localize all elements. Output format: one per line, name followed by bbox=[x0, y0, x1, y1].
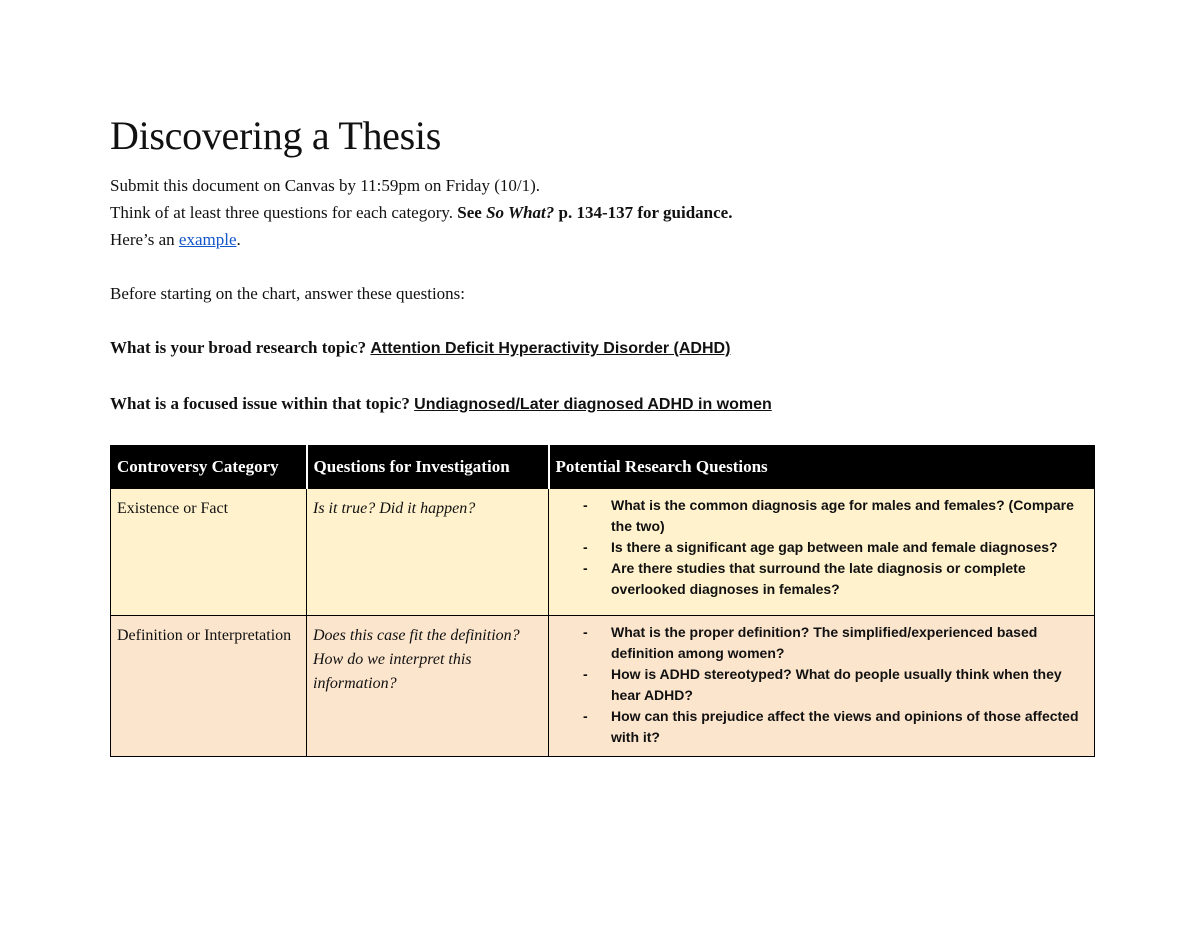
list-item bbox=[559, 706, 1088, 748]
research-question-text: What is the proper definition? The simplified/experienced based definition among women? bbox=[611, 624, 1038, 661]
research-question-text: How is ADHD stereotyped? What do people usually think when they hear ADHD? bbox=[611, 666, 1062, 703]
bullet-dash: - bbox=[583, 708, 588, 724]
list-item bbox=[559, 558, 1088, 600]
intro-line-2-text: Think of at least three questions for each category. bbox=[110, 203, 458, 222]
broad-topic-question bbox=[110, 334, 1094, 362]
header-potential-research-questions: Potential Research Questions bbox=[549, 446, 1095, 489]
table-row bbox=[111, 616, 1095, 757]
research-question-list bbox=[559, 622, 1088, 748]
example-link[interactable]: example bbox=[178, 230, 237, 249]
research-questions-cell[interactable] bbox=[549, 489, 1095, 616]
guiding-question-cell[interactable]: Is it true? Did it happen? bbox=[307, 489, 549, 616]
intro-line-3-post: . bbox=[236, 230, 241, 249]
bullet-dash: - bbox=[583, 624, 588, 640]
table-row bbox=[111, 489, 1095, 616]
research-question-text: Is there a significant age gap between male and female diagnoses? bbox=[611, 539, 1058, 555]
document-page bbox=[110, 108, 1094, 745]
focused-issue-question bbox=[110, 390, 1094, 418]
document-title: Discovering a Thesis bbox=[110, 113, 441, 158]
intro-block bbox=[110, 172, 1094, 253]
intro-line-1: Submit this document on Canvas by 11:59pm on Friday (10/1). bbox=[110, 176, 541, 195]
guiding-question-cell[interactable]: Does this case fit the definition? How do we interpret this information? bbox=[307, 616, 549, 757]
before-chart-instruction: Before starting on the chart, answer these questions: bbox=[110, 284, 466, 303]
guidance-pages: p. 134-137 for guidance. bbox=[554, 203, 733, 222]
bullet-dash: - bbox=[583, 539, 588, 555]
category-cell[interactable]: Definition or Interpretation bbox=[111, 616, 307, 757]
guidance-note bbox=[457, 203, 732, 222]
guidance-see: See bbox=[457, 203, 487, 222]
research-question-text: How can this prejudice affect the views and opinions of those affected with it? bbox=[611, 708, 1079, 745]
list-item bbox=[559, 664, 1088, 706]
header-questions-for-investigation: Questions for Investigation bbox=[307, 446, 549, 489]
bullet-dash: - bbox=[583, 497, 588, 513]
focused-issue-label: What is a focused issue within that topic? bbox=[110, 394, 410, 413]
broad-topic-answer[interactable]: Attention Deficit Hyperactivity Disorder (ADHD) bbox=[370, 340, 731, 357]
research-question-text: Are there studies that surround the late diagnosis or complete overlooked diagnoses in females? bbox=[611, 560, 1026, 597]
book-title: So What? bbox=[486, 203, 555, 222]
list-item bbox=[559, 495, 1088, 537]
list-item bbox=[559, 622, 1088, 664]
focused-issue-answer[interactable]: Undiagnosed/Later diagnosed ADHD in women bbox=[414, 396, 772, 413]
list-item bbox=[559, 537, 1088, 558]
header-controversy-category: Controversy Category bbox=[111, 446, 307, 489]
chart-header-row bbox=[111, 446, 1095, 489]
controversy-chart bbox=[110, 445, 1095, 757]
intro-line-2 bbox=[110, 199, 1094, 226]
category-cell[interactable]: Existence or Fact bbox=[111, 489, 307, 616]
research-question-list bbox=[559, 495, 1088, 600]
intro-line-3 bbox=[110, 226, 1094, 253]
bullet-dash: - bbox=[583, 666, 588, 682]
intro-line-3-pre: Here’s an bbox=[110, 230, 179, 249]
research-question-text: What is the common diagnosis age for males and females? (Compare the two) bbox=[611, 497, 1074, 534]
research-questions-cell[interactable] bbox=[549, 616, 1095, 757]
broad-topic-label: What is your broad research topic? bbox=[110, 338, 367, 357]
bullet-dash: - bbox=[583, 560, 588, 576]
